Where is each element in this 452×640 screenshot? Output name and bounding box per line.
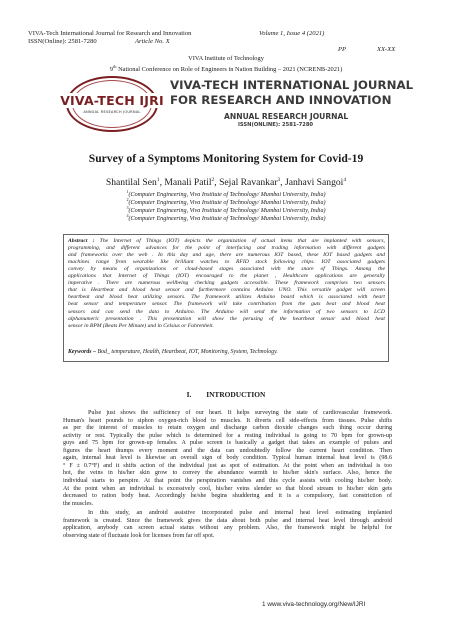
issn-header: ISSN(Online): 2581-7280 <box>28 38 97 45</box>
journal-url[interactable]: www.viva-technology.org/New/IJRI <box>267 601 366 608</box>
logo-name: VIVA-TECH IJRI <box>58 93 166 108</box>
page-number: 1 <box>262 601 266 608</box>
abstract-line: applications that Internet of Things (IOT) encouraged to the planet , Healthcare applications are generally <box>68 273 385 280</box>
logo-subtitle: ANNUAL RESEARCH JOURNAL <box>83 110 141 114</box>
body-line: decreased to ration body heat. Accordingly he/she begins shuddering and it is a compulsory, fast constriction of <box>63 493 392 500</box>
body-line: At the point when an individual is excessively cool, his/her veins slender so that blood stream to his/her skin gets <box>63 485 392 492</box>
affiliation: $^3$(Computer Engineering, Viva Institute of Technology/ Mumbai University, India) <box>126 205 326 215</box>
masthead-title-line2: FOR RESEARCH AND INNOVATION <box>170 93 392 107</box>
body-line: as per the interest of muscles to retain oxygen and discharge carbon dioxide changes such thing occur during <box>63 425 392 432</box>
body-line: Pulse just shows the sufficiency of our heart. It helps surveying the state of cardiovascular framework. <box>88 410 392 416</box>
keywords: Keywords – Bod_ temperature, Health, Heartbeat, IOT, Monitoring, System, Technology. <box>68 349 278 355</box>
paper-title: Survey of a Symptoms Monitoring System for Covid-19 <box>88 152 364 165</box>
author: Janhavi Sangoi <box>284 177 344 189</box>
abstract-line: and frameworks over the web . In this day and age, there are numerous IOT based, these IOT based gadgets and <box>68 252 385 259</box>
body-line: again, internal heat level is likewise an overall sign of body condition. Typical human internal heat level is (98.6 <box>63 455 392 462</box>
abstract-line: heartbeat and blood heat utilizing sensors. The framework utilizes Arduino board which is associated with heart <box>68 294 385 301</box>
institute-name: VIVA Institute of Technology <box>188 55 264 62</box>
abstract-line: alphanumeric presentation . This presentation will show the perusing of the heartbeat sensor and blood heat <box>68 315 385 322</box>
abstract-line: sensor in BPM (Beats Per Minute) and in Celsius or Fahrenheit. <box>68 322 214 329</box>
body-line: individual starts to perspire. At that point the perspiration vanishes and this cycle assists with cooling his/her body. <box>63 477 392 484</box>
body-line: the muscles. <box>63 500 94 507</box>
body-line: Human's heart pounds to siphon oxygen-rich blood to muscles. It diverts cell side-effects from tissues. Pulse shifts <box>63 417 392 424</box>
conference-name: 9th National Conference on Role of Engineers in Nation Building – 2021 (NCRENB-2021) <box>109 64 343 74</box>
author: Shantilal Sen <box>105 177 157 189</box>
volume-issue: Volume 1, Issue 4 (2021) <box>259 30 325 37</box>
section-heading: I. INTRODUCTION <box>186 390 266 399</box>
page-range: XX-XX <box>377 46 396 53</box>
author: Sejal Ravankar <box>219 177 278 189</box>
body-line: hot, the veins in his/her skin grow to convey the abundance warmth to his/her skin's surface. Also, hence the <box>63 470 392 477</box>
body-line: ° F ± 0.7°F) and it shifts action of the individual just as spot of estimation. At the point when an individual is too <box>63 462 392 469</box>
affiliation: $^2$(Computer Engineering, Viva Institute of Technology/ Mumbai University, India) <box>126 197 326 207</box>
abstract-line: Abstract : The Internet of Things (IOT) depicts the organization of actual items that are implanted with sensors, <box>68 238 385 244</box>
masthead-title-line1: VIVA-TECH INTERNATIONAL JOURNAL <box>170 78 414 92</box>
affiliation: $^4$(Computer Engineering, Viva Institute of Technology/ Mumbai University, India) <box>126 213 326 223</box>
body-line: observing state of fluctuate look for licenses from far off spot. <box>63 532 215 539</box>
abstract-line: sensors and can send the data to Arduino. The Arduino will send the information of two sensors to LCD <box>68 308 385 315</box>
journal-name: VIVA-Tech International Journal for Research and Innovation <box>28 30 192 37</box>
masthead-subtitle: ANNUAL RESEARCH JOURNAL <box>224 112 349 121</box>
abstract-line: beat sensor and temperature sensor. The framework will take contribution from the guts beat and blood heat <box>68 301 385 308</box>
journal-masthead <box>58 74 414 136</box>
pp-label: PP <box>338 46 347 53</box>
body-line: application, anybody can screen actual status without any problem. Also, the framework might be helpful for <box>63 525 392 532</box>
body-line: guys and 75 bpm for grown-up females. A pulse screen is basically a gadget that takes an example of pulses and <box>63 440 392 447</box>
affiliation: $^1$(Computer Engineering, Viva Institute of Technology/ Mumbai University, India) <box>126 189 326 199</box>
masthead-issn: ISSN(ONLINE): 2581-7280 <box>238 122 314 128</box>
abstract-line: machines range from wearable like brilliant watches to RFID stock following chips. IOT associated gadgets <box>68 259 385 266</box>
article-number: Article No. X <box>135 38 170 45</box>
journal-logo <box>58 74 166 136</box>
body-line: activity or rest. Typically the pulse which is determined for a resting individual is going to 70 bpm for grown-up <box>63 432 392 439</box>
body-line: framework is created. Since the framework gives the data about both pulse and internal heat level through android <box>63 517 392 524</box>
author: Manali Patil <box>164 177 212 189</box>
body-line: figures the heart thumps every moment and the data can undoubtedly follow the current heart condition. Then <box>63 447 392 454</box>
page-footer <box>262 601 365 609</box>
abstract-line: programming, and different advances for the point of interfacing and trading information with different gadgets <box>68 245 385 252</box>
abstract-line: convey by means of organizations or cloud-based stages associated with the snare of Things. Among the <box>68 266 385 273</box>
author-list: Shantilal Sen$^1$, Manali Patil$^2$, Sejal Ravankar$^3$, Janhavi Sangoi$^4$ <box>105 177 347 189</box>
abstract-line: that is Heartbeat and blood heat sensor and furthermore contains Arduino UNO. This versatile gadget will screen <box>68 287 385 294</box>
abstract-line: imperative . There are numerous wellbeing checking gadgets accessible. These framework comprises two sensors <box>68 280 385 287</box>
body-line: In this study, an android assistive incorporated pulse and internal heat level estimating implanted <box>88 510 392 516</box>
